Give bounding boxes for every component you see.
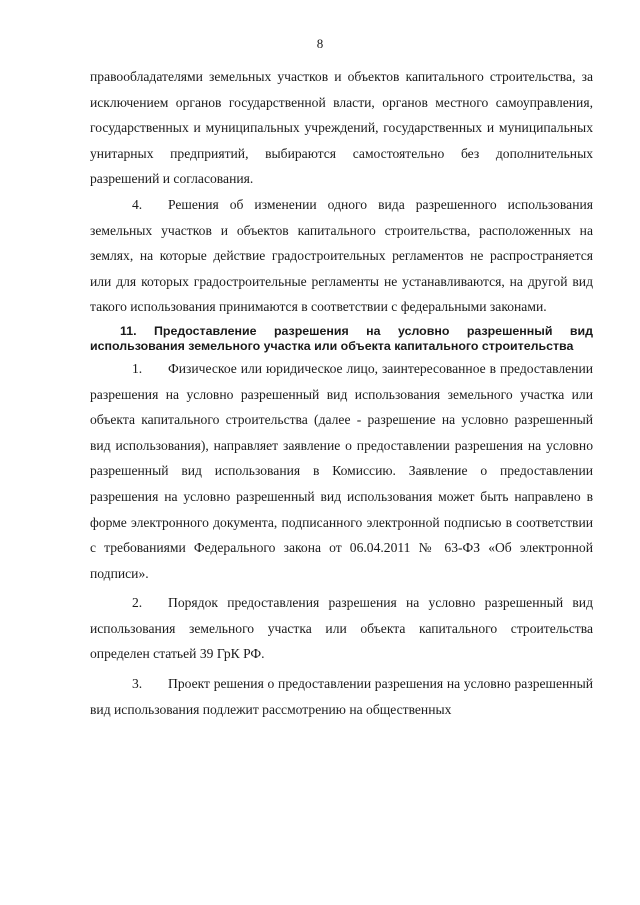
paragraph-number: 4. — [132, 196, 143, 212]
paragraph-11-3 — [90, 671, 593, 722]
paragraph-11-1 — [90, 356, 593, 586]
paragraph-11-2 — [90, 590, 593, 667]
section-heading: 11. Предоставление разрешения на условно разрешенный вид использования земельного участка или объекта капитального строительства — [90, 323, 593, 353]
paragraph-continued: правообладателями земельных участков и объектов капитального строительства, за исключением органов государственной власти, органов местного самоуправления, государственных и муниципальных учреждений, государственных и муниципальных унитарных предприятий, выбираются самостоятельно без дополнительных разрешений и согласования. — [90, 69, 593, 187]
paragraph-text: Проект решения о предоставлении разрешения на условно разрешенный вид использования подлежит рассмотрению на общественных — [90, 676, 593, 717]
paragraph-4 — [90, 192, 593, 320]
paragraph-text: Физическое или юридическое лицо, заинтересованное в предоставлении разрешения на условно разрешенный вид использования земельного участка или объекта капитального строительства (далее - разрешение на условно разрешенный вид использования), направляет заявление о предоставлении разрешения на условно разрешенный вид использования в Комиссию. Заявление о предоставлении разрешения на условно разрешенный вид использования может быть направлено в форме электронного документа, подписанного электронной подписью в соответствии с требованиями Федерального закона от 06.04.2011 № 63-ФЗ «Об электронной подписи». — [90, 360, 593, 581]
document-body — [90, 64, 593, 722]
paragraph-number: 2. — [132, 595, 143, 611]
paragraph-number: 3. — [132, 676, 143, 692]
paragraph-text: Порядок предоставления разрешения на условно разрешенный вид использования земельного участка или объекта капитального строительства определен статьей 39 ГрК РФ. — [90, 595, 593, 662]
paragraph-text: Решения об изменении одного вида разрешенного использования земельных участков и объектов капитального строительства, расположенных на землях, на которые действие градостроительных регламентов не распространяется или для которых градостроительные регламенты не устанавливаются, на другой вид такого использования принимаются в соответствии с федеральными законами. — [90, 196, 593, 315]
paragraph-number: 1. — [132, 360, 143, 376]
page-number: 8 — [316, 36, 324, 51]
